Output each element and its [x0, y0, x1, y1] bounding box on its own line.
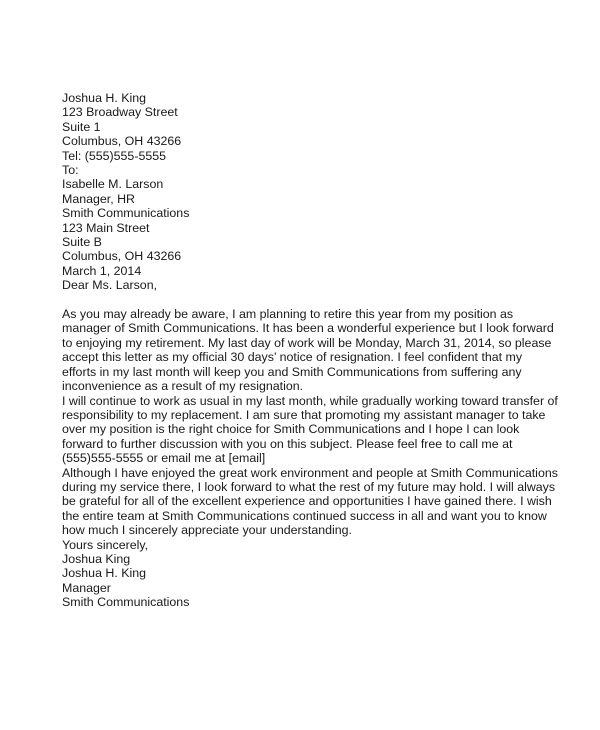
- recipient-title: Manager, HR: [62, 191, 136, 206]
- paragraph-line: forward to further discussion with you on this subject. Please feel free to call me at: [62, 436, 513, 451]
- signature-company: Smith Communications: [62, 595, 190, 610]
- paragraph-gap: [62, 293, 592, 307]
- sender-address-block: [62, 91, 592, 163]
- sender-street: 123 Broadway Street: [62, 105, 178, 120]
- recipient-address-block: [62, 177, 592, 263]
- paragraph-line: inconvenience as a result of my resignation.: [62, 379, 304, 394]
- recipient-name: Isabelle M. Larson: [62, 177, 164, 192]
- resignation-letter: [62, 91, 592, 610]
- to-label: To:: [62, 163, 79, 178]
- paragraph-1: [62, 307, 592, 393]
- letter-date: March 1, 2014: [62, 263, 142, 278]
- paragraph-line: As you may already be aware, I am planning to retire this year from my position as: [62, 307, 514, 322]
- paragraph-2: [62, 394, 592, 466]
- salutation: Dear Ms. Larson,: [62, 278, 158, 293]
- sender-name: Joshua H. King: [62, 91, 147, 105]
- paragraph-line: (555)555-5555 or email me at [email]: [62, 451, 266, 466]
- paragraph-line: over my position is the right choice for Smith Communications and I hope I can look: [62, 422, 520, 437]
- sender-tel: Tel: (555)555-5555: [62, 148, 167, 163]
- closing: Yours sincerely,: [62, 537, 149, 552]
- signature-block: [62, 552, 592, 610]
- recipient-street: 123 Main Street: [62, 220, 150, 235]
- signature-short-name: Joshua King: [62, 551, 131, 566]
- paragraph-3: [62, 466, 592, 538]
- paragraph-line: how much I sincerely appreciate your understanding.: [62, 523, 352, 538]
- signature-full-name: Joshua H. King: [62, 566, 147, 581]
- sender-city: Columbus, OH 43266: [62, 134, 182, 149]
- paragraph-line: responsibility to my replacement. I am sure that promoting my assistant manager to take: [62, 407, 546, 422]
- paragraph-line: to enjoying my retirement. My last day of work will be Monday, March 31, 2014, so please: [62, 335, 552, 350]
- paragraph-line: during my service there, I look forward to what the rest of my future may hold. I will always: [62, 479, 556, 494]
- paragraph-line: I will continue to work as usual in my last month, while gradually working toward transfer of: [62, 393, 558, 408]
- recipient-suite: Suite B: [62, 235, 102, 250]
- paragraph-line: Although I have enjoyed the great work environment and people at Smith Communications: [62, 465, 558, 480]
- recipient-city: Columbus, OH 43266: [62, 249, 182, 264]
- paragraph-line: accept this letter as my official 30 days’ notice of resignation. I feel confident that my: [62, 350, 523, 365]
- signature-title: Manager: [62, 580, 111, 595]
- sender-suite: Suite 1: [62, 119, 101, 134]
- paragraph-line: manager of Smith Communications. It has been a wonderful experience but I look forward: [62, 321, 554, 336]
- paragraph-line: efforts in my last month will keep you and Smith Communications from suffering any: [62, 364, 522, 379]
- paragraph-line: be grateful for all of the excellent experience and opportunities I have gained there. I wish: [62, 494, 552, 509]
- recipient-company: Smith Communications: [62, 206, 190, 221]
- paragraph-line: the entire team at Smith Communications continued success in all and want you to know: [62, 508, 547, 523]
